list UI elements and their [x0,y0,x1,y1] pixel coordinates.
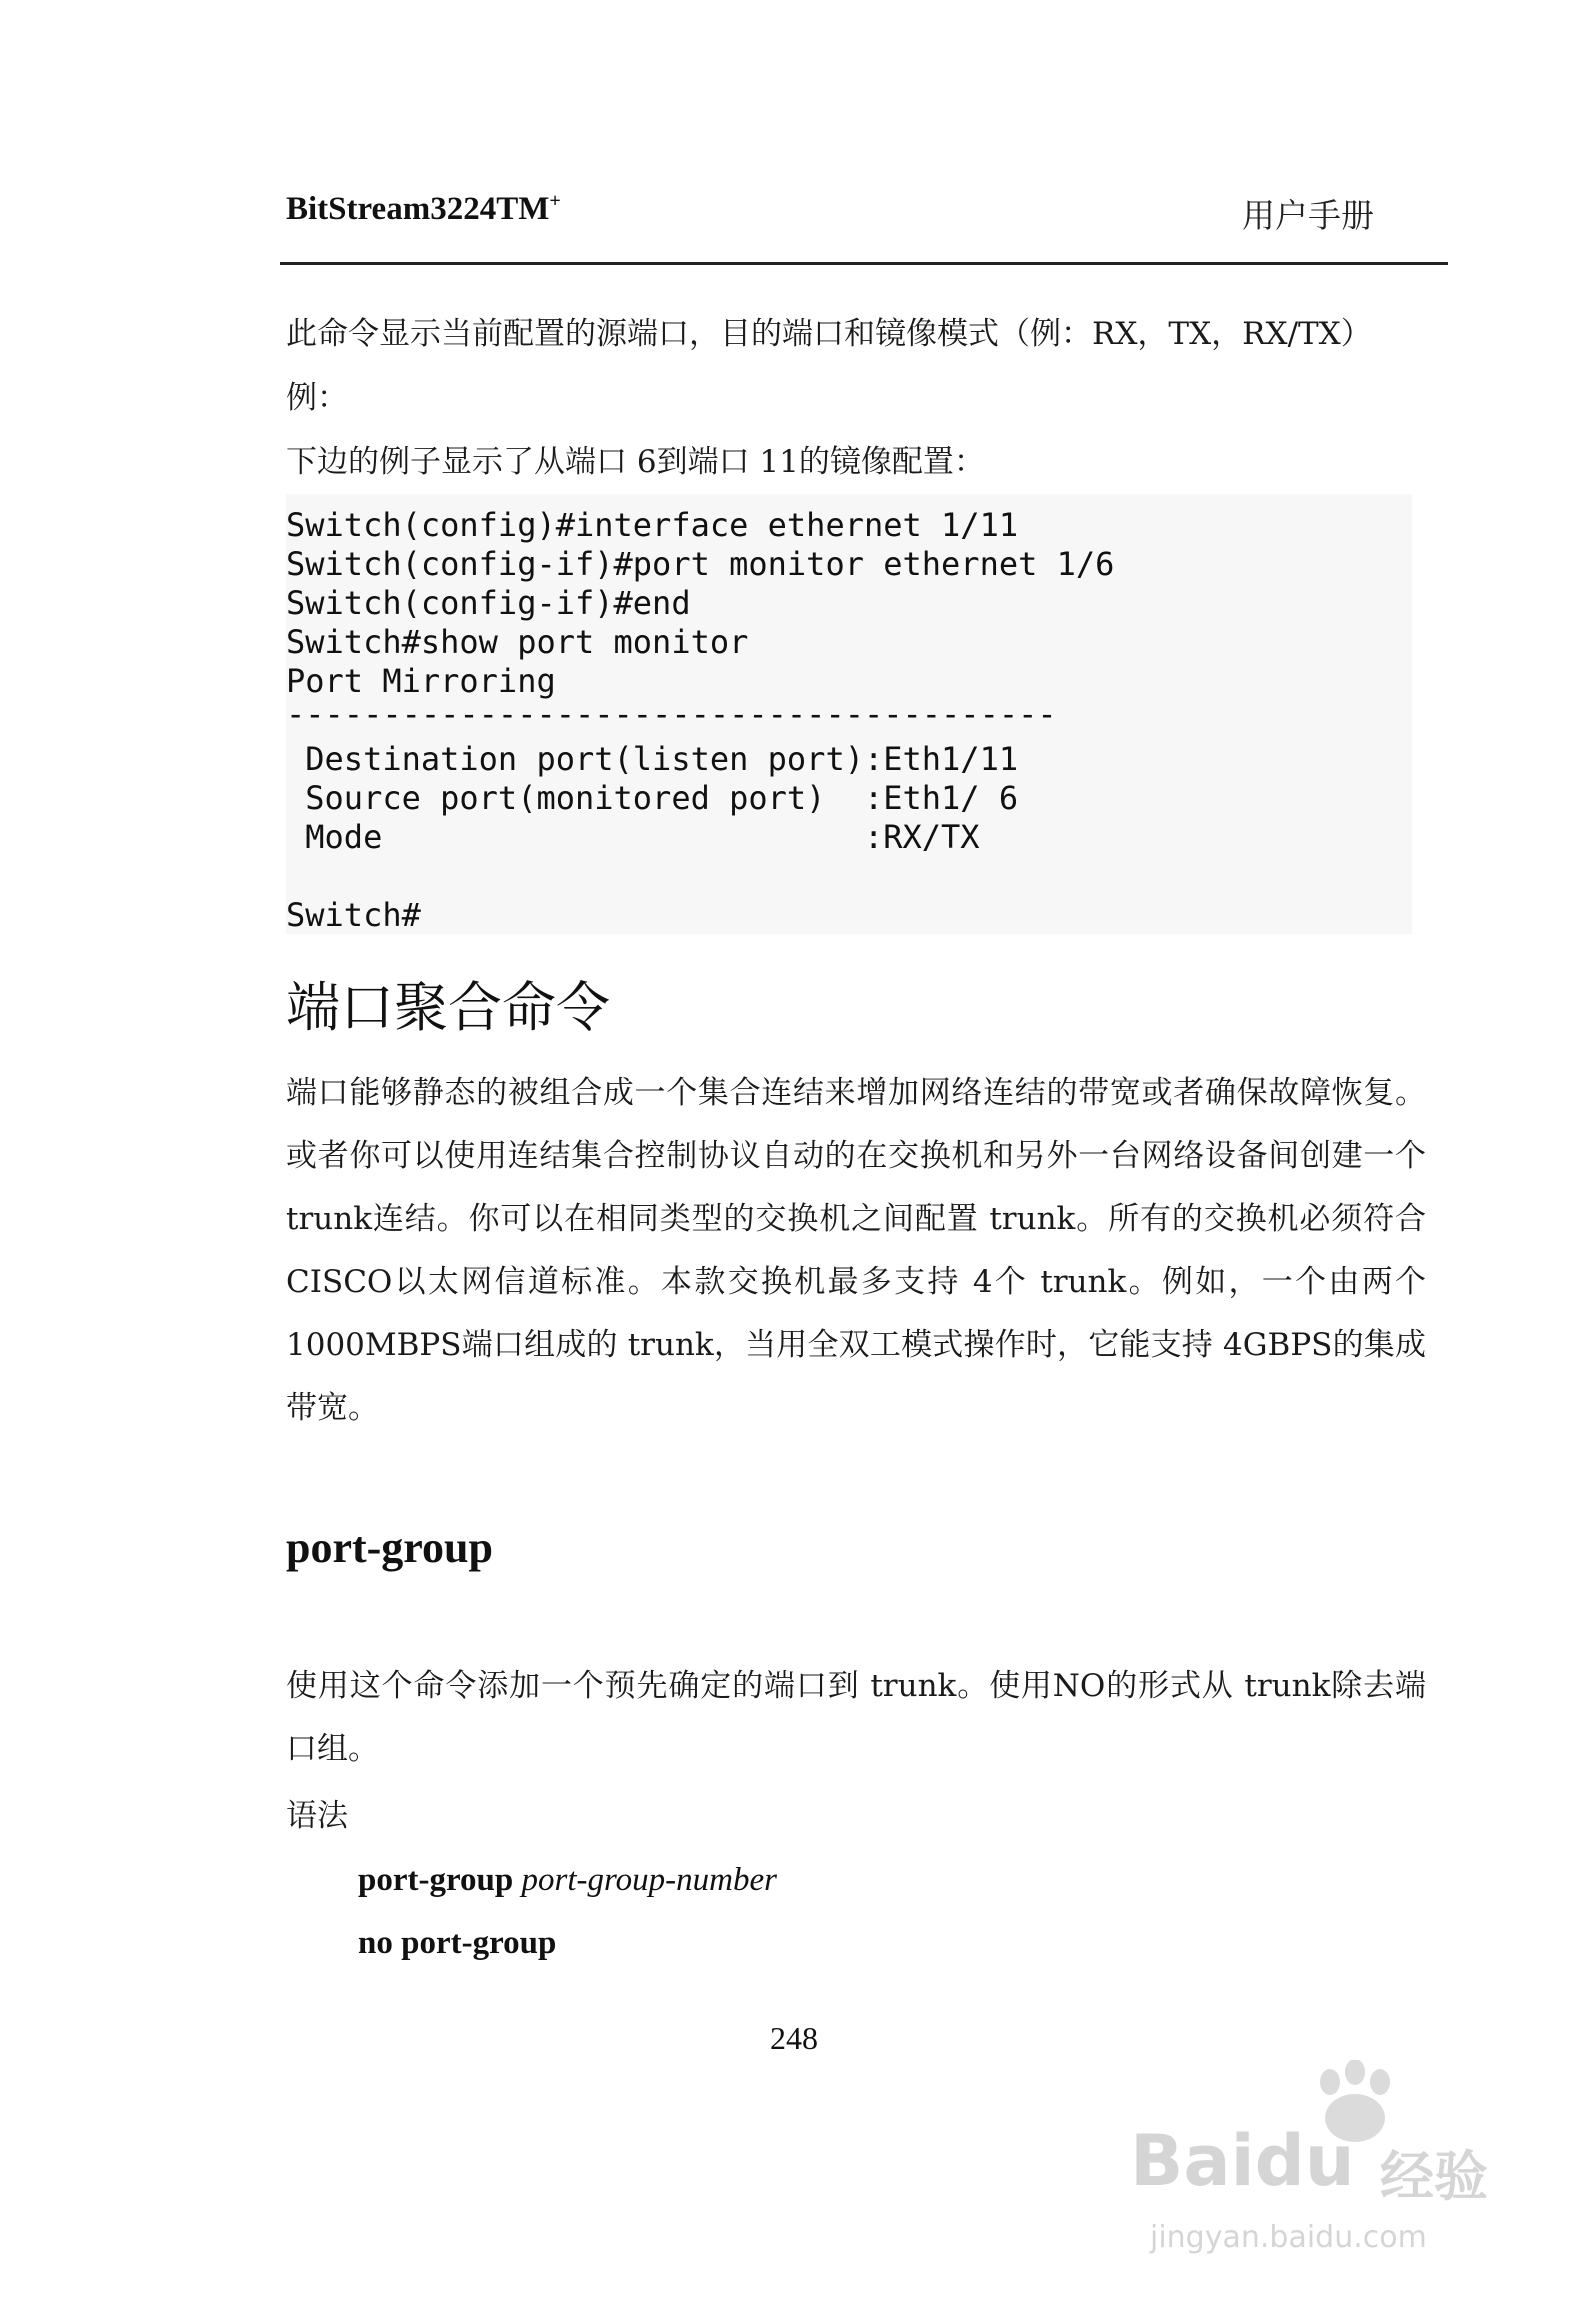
syntax-no-command: no port-group [358,1925,557,1961]
header-manual-label: 用户手册 [1242,196,1374,235]
page-number: 248 [770,2020,818,2056]
header-product-sup: + [549,190,561,212]
watermark-label: 经验 [1380,2145,1488,2208]
code-block [286,494,1412,934]
syntax-line-1 [358,1862,777,1899]
command-description-text: 使用这个命令添加一个预先确定的端口到 trunk。使用NO的形式从 trunk除去端口组。 [286,1668,1426,1767]
header-product-name: BitStream3224TM [286,191,550,227]
code-line: Mode :RX/TX [286,818,980,856]
watermark-brand-du: du [1254,2120,1355,2202]
syntax-line-2 [358,1925,556,1962]
code-line: Destination port(listen port):Eth1/11 [286,740,1019,778]
code-divider-line: ---------------------------------------- [286,695,1057,733]
code-line: Switch(config-if)#end [286,584,691,622]
intro-line-3: 下边的例子显示了从端口 6到端口 11的镜像配置： [286,444,985,480]
command-title: port-group [286,1523,493,1572]
intro-line-1: 此命令显示当前配置的源端口，目的端口和镜像模式（例：RX，TX，RX/TX） [286,316,1372,352]
watermark-brand [1130,2120,1355,2202]
code-line: Switch(config)#interface ethernet 1/11 [286,506,1019,544]
code-line: Switch#show port monitor [286,623,749,661]
section-paragraph-text: 端口能够静态的被组合成一个集合连结来增加网络连结的带宽或者确保故障恢复。或者你可以使用连结集合控制协议自动的在交换机和另外一台网络设备间创建一个 trunk连结。你可以在相同类型的交换机之间配置 trunk。所有的交换机必须符合 CISCO以太网信道标准。本款交换机最多支持 4个 trunk。例如，一个由两个 1000MBPS端口组成的 trunk，当用全双工模式操作时，它能支持 4GBPS的集成带宽。 [286,1075,1426,1426]
code-line: Switch# [286,896,421,934]
header-product [286,190,561,228]
intro-line-2: 例： [286,380,348,416]
syntax-argument: port-group-number [521,1862,777,1898]
syntax-command: port-group [358,1862,514,1898]
header-divider [280,262,1448,265]
watermark-url: jingyan.baidu.com [1150,2220,1427,2255]
syntax-label: 语法 [286,1798,348,1834]
code-line: Source port(monitored port) :Eth1/ 6 [286,779,1019,817]
code-line: Port Mirroring [286,662,556,700]
code-line: Switch(config-if)#port monitor ethernet 1/6 [286,545,1115,583]
watermark-brand-bai: Bai [1130,2120,1255,2202]
section-paragraph [286,1062,1426,1440]
baidu-jingyan-watermark [1110,2060,1510,2280]
section-title: 端口聚合命令 [286,976,610,1039]
command-description [286,1655,1426,1781]
